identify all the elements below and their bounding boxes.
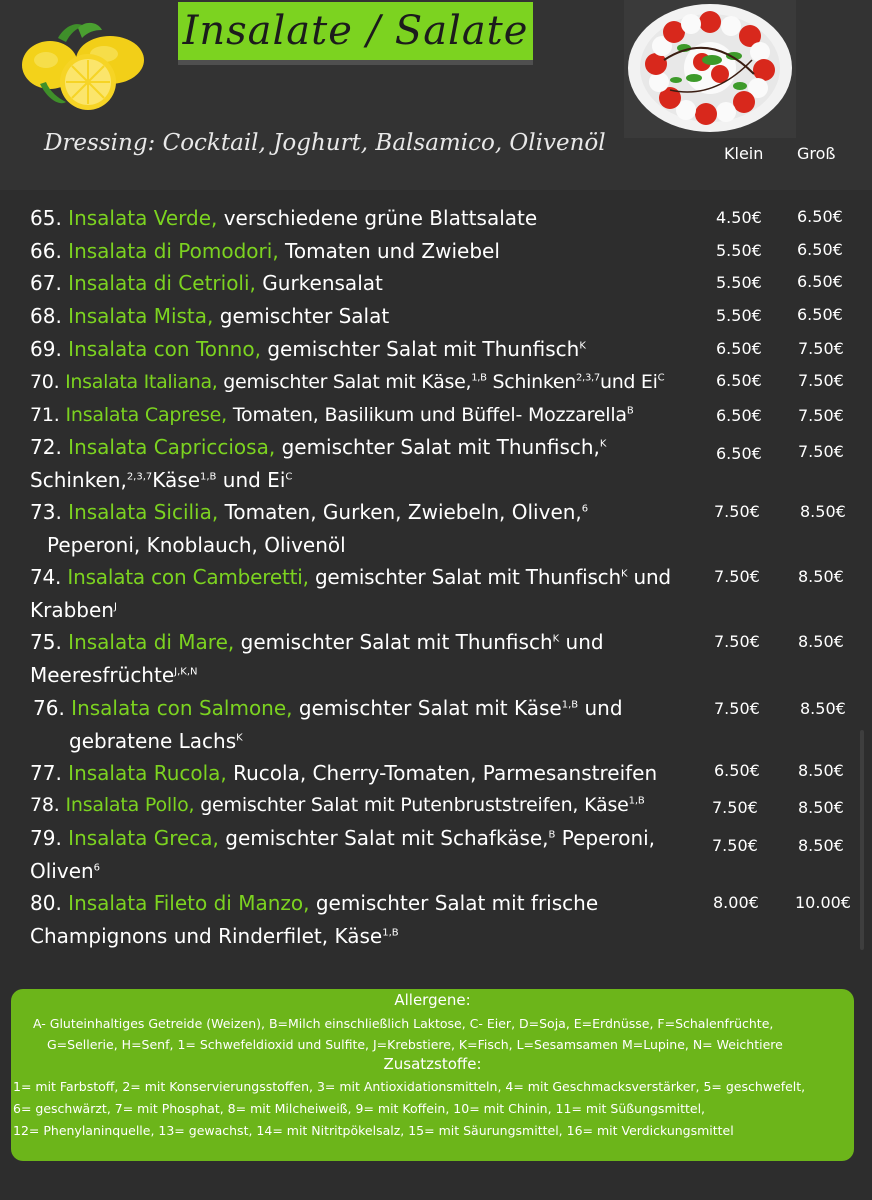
menu-item-73 <box>30 500 588 524</box>
additives-line: 1= mit Farbstoff, 2= mit Konservierungsstoffen, 3= mit Antioxidationsmitteln, 4= mit Geschmacksverstärker, 5= geschwefelt, <box>13 1079 806 1094</box>
dressing-line: Dressing: Cocktail, Joghurt, Balsamico, Olivenöl <box>44 130 606 156</box>
allergen-marker: B <box>548 829 556 841</box>
item-description: gemischter Salat mit Thunfisch <box>267 337 580 361</box>
item-description-part: Käse <box>152 468 201 492</box>
item-name: Insalata con Tonno, <box>68 337 261 361</box>
price-klein: 4.50€ <box>716 208 762 227</box>
title-banner <box>178 2 533 65</box>
allergen-marker: C <box>285 471 293 483</box>
item-description: gemischter Salat mit Käse <box>298 696 562 720</box>
menu-item-80 <box>30 891 598 915</box>
price-gross: 6.50€ <box>797 305 843 324</box>
menu-item-75 <box>30 630 604 654</box>
allergen-title: Allergene: <box>394 991 471 1009</box>
item-description: gemischter Salat mit Käse, <box>223 371 472 393</box>
price-gross: 6.50€ <box>797 240 843 259</box>
item-number: 71. <box>30 404 60 426</box>
allergen-marker: 1,B <box>561 699 579 711</box>
item-description: gemischter Salat mit Thunfisch <box>314 565 621 589</box>
allergen-info-box <box>11 989 854 1161</box>
allergen-marker: K <box>579 340 586 352</box>
menu-item-75-line2 <box>30 663 198 687</box>
item-number: 67. <box>30 271 62 295</box>
allergen-marker: J <box>113 601 117 613</box>
allergen-marker: J,K,N <box>174 666 198 678</box>
item-description-part: Peperoni, Knoblauch, Olivenöl <box>47 533 346 557</box>
allergen-marker: 6 <box>581 503 589 515</box>
item-number: 69. <box>30 337 62 361</box>
price-klein: 6.50€ <box>716 339 762 358</box>
item-number: 70. <box>30 371 60 393</box>
price-gross: 6.50€ <box>797 272 843 291</box>
allergen-marker: 1,B <box>628 795 645 807</box>
item-number: 68. <box>30 304 62 328</box>
menu-item-72-line2 <box>30 468 292 492</box>
item-number: 75. <box>30 630 62 654</box>
item-name: Insalata Verde, <box>68 206 218 230</box>
item-description: gemischter Salat mit Putenbruststreifen, Käse <box>200 794 629 816</box>
allergen-marker: 6 <box>93 862 101 874</box>
allergen-marker: B <box>626 405 634 417</box>
item-number: 72. <box>30 435 62 459</box>
allergen-marker: 1,B <box>382 927 399 939</box>
price-klein: 7.50€ <box>714 567 760 586</box>
item-description: gemischter Salat mit Thunfisch, <box>281 435 600 459</box>
price-klein: 7.50€ <box>714 699 760 718</box>
price-gross: 8.50€ <box>800 699 846 718</box>
price-klein: 6.50€ <box>716 444 762 463</box>
menu-item-77 <box>30 761 657 785</box>
price-gross: 7.50€ <box>798 339 844 358</box>
allergen-line: A- Gluteinhaltiges Getreide (Weizen), B=Milch einschließlich Laktose, C- Eier, D=Soja, E=Erdnüsse, F=Schalenfrüchte, <box>33 1016 774 1031</box>
item-description: Gurkensalat <box>262 271 383 295</box>
menu-item-67 <box>30 271 383 295</box>
lemon-image <box>20 20 150 112</box>
item-name: Insalata Fileto di Manzo, <box>68 891 310 915</box>
price-gross: 8.50€ <box>798 836 844 855</box>
menu-item-66 <box>30 239 500 263</box>
item-number: 78. <box>30 794 60 816</box>
price-klein: 7.50€ <box>714 632 760 651</box>
allergen-marker: K <box>599 438 607 450</box>
price-klein: 6.50€ <box>714 761 760 780</box>
item-name: Insalata di Mare, <box>68 630 235 654</box>
menu-item-74 <box>30 565 671 589</box>
item-description: Rucola, Cherry-Tomaten, Parmesanstreifen <box>233 761 658 785</box>
price-gross: 7.50€ <box>798 442 844 461</box>
price-klein: 7.50€ <box>712 798 758 817</box>
item-name: Insalata di Pomodori, <box>68 239 279 263</box>
caprese-salad-image <box>624 0 796 138</box>
additives-line: 12= Phenylaninquelle, 13= gewachst, 14= mit Nitritpökelsalz, 15= mit Säurungsmittel, 16= mit Verdickungsmittel <box>13 1123 734 1138</box>
item-description-part: Schinken <box>492 371 576 393</box>
price-klein: 5.50€ <box>716 273 762 292</box>
allergen-marker: 1,B <box>200 471 217 483</box>
price-klein: 6.50€ <box>716 406 762 425</box>
price-gross: 7.50€ <box>798 371 844 390</box>
allergen-marker: 2,3,7 <box>576 372 600 384</box>
price-gross: 7.50€ <box>798 406 844 425</box>
price-gross: 8.50€ <box>798 798 844 817</box>
item-description-part: gebratene Lachs <box>69 729 237 753</box>
price-gross: 10.00€ <box>795 893 851 912</box>
item-name: Insalata Italiana, <box>65 371 218 393</box>
additives-line: 6= geschwärzt, 7= mit Phosphat, 8= mit Milcheiweiß, 9= mit Koffein, 10= mit Chinin, 11= mit Süßungsmittel, <box>13 1101 706 1116</box>
price-gross: 8.50€ <box>798 632 844 651</box>
item-description-part: und <box>633 565 671 589</box>
item-description-part: Meeresfrüchte <box>30 663 175 687</box>
item-description: gemischter Salat mit Schafkäse, <box>225 826 549 850</box>
menu-item-78 <box>30 793 644 817</box>
menu-item-65 <box>30 206 537 230</box>
item-description-part: Peperoni, <box>561 826 656 850</box>
page-title: Insalate / Salate <box>182 8 529 54</box>
item-name: Insalata Mista, <box>68 304 214 328</box>
item-name: Insalata Pollo, <box>65 794 195 816</box>
price-gross: 6.50€ <box>797 207 843 226</box>
item-description-part: und <box>565 630 604 654</box>
item-description: Tomaten, Gurken, Zwiebeln, Oliven, <box>224 500 582 524</box>
menu-item-76 <box>33 696 623 720</box>
allergen-marker: K <box>236 732 243 744</box>
item-number: 74. <box>30 565 62 589</box>
item-description-part: Oliven <box>30 859 94 883</box>
item-description-part: Champignons und Rinderfilet, Käse <box>30 924 383 948</box>
item-description: gemischter Salat <box>219 304 390 328</box>
item-name: Insalata Sicilia, <box>68 500 219 524</box>
item-number: 79. <box>30 826 62 850</box>
price-klein: 6.50€ <box>716 371 762 390</box>
price-gross: 8.50€ <box>798 567 844 586</box>
item-description: verschiedene grüne Blattsalate <box>223 206 538 230</box>
item-number: 66. <box>30 239 62 263</box>
price-klein: 7.50€ <box>712 836 758 855</box>
item-description: Tomaten und Zwiebel <box>285 239 500 263</box>
allergen-marker: 1,B <box>471 372 487 384</box>
price-klein: 5.50€ <box>716 241 762 260</box>
menu-item-76-line2 <box>69 729 243 753</box>
scrollbar[interactable] <box>860 730 864 950</box>
menu-item-73-line2 <box>47 533 346 557</box>
item-description: Tomaten, Basilikum und Büffel- Mozzarella <box>232 404 627 426</box>
item-name: Insalata Capricciosa, <box>68 435 276 459</box>
item-number: 73. <box>30 500 62 524</box>
item-description: gemischter Salat mit frische <box>315 891 599 915</box>
allergen-marker: C <box>657 372 665 384</box>
allergen-line: G=Sellerie, H=Senf, 1= Schwefeldioxid und Sulfite, J=Krebstiere, K=Fisch, L=Sesamsamen M=Lupine, N= Weichtiere <box>47 1037 783 1052</box>
menu-item-69 <box>30 337 586 361</box>
item-description: gemischter Salat mit Thunfisch <box>240 630 553 654</box>
item-description-part: und Ei <box>222 468 286 492</box>
column-header-gross: Groß <box>797 144 836 163</box>
menu-item-79-line2 <box>30 859 100 883</box>
item-number: 80. <box>30 891 62 915</box>
item-number: 65. <box>30 206 62 230</box>
allergen-marker: K <box>552 633 560 645</box>
item-name: Insalata di Cetrioli, <box>68 271 256 295</box>
column-header-klein: Klein <box>724 144 764 163</box>
menu-item-72 <box>30 435 606 459</box>
price-klein: 7.50€ <box>714 502 760 521</box>
price-gross: 8.50€ <box>798 761 844 780</box>
menu-item-71 <box>30 403 634 427</box>
price-klein: 5.50€ <box>716 306 762 325</box>
allergen-marker: 2,3,7 <box>126 471 153 483</box>
item-name: Insalata con Camberetti, <box>67 565 309 589</box>
menu-item-79 <box>30 826 655 850</box>
menu-item-70 <box>30 370 664 394</box>
price-klein: 8.00€ <box>713 893 759 912</box>
menu-item-68 <box>30 304 389 328</box>
additives-title: Zusatzstoffe: <box>383 1055 482 1073</box>
item-name: Insalata con Salmone, <box>71 696 293 720</box>
allergen-marker: K <box>620 568 628 580</box>
item-number: 76. <box>33 696 65 720</box>
item-description-part: und Ei <box>599 371 658 393</box>
menu-item-80-line2 <box>30 924 399 948</box>
menu-item-74-line2 <box>30 598 117 622</box>
item-number: 77. <box>30 761 62 785</box>
item-description-part: und <box>584 696 623 720</box>
item-name: Insalata Caprese, <box>65 404 227 426</box>
item-name: Insalata Rucola, <box>68 761 227 785</box>
item-name: Insalata Greca, <box>68 826 219 850</box>
item-description-part: Krabben <box>30 598 114 622</box>
item-description-part: Schinken, <box>30 468 127 492</box>
price-gross: 8.50€ <box>800 502 846 521</box>
